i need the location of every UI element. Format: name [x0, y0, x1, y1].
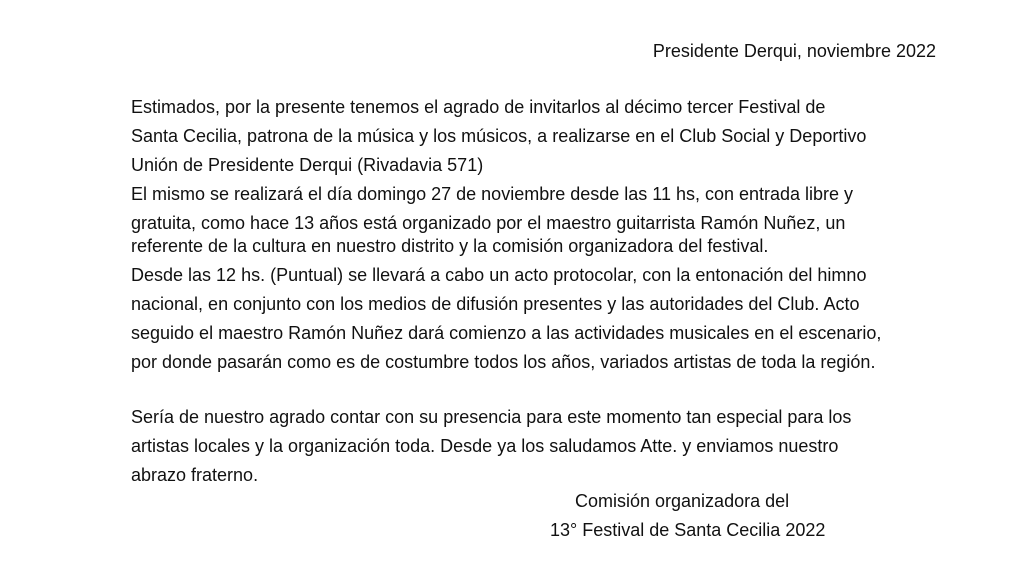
paragraph-2-line: Sería de nuestro agrado contar con su presencia para este momento tan especial para los: [131, 407, 852, 427]
paragraph-1-line: Unión de Presidente Derqui (Rivadavia 571): [131, 155, 484, 175]
signature-line-2: 13° Festival de Santa Cecilia 2022: [550, 520, 826, 540]
paragraph-1-line: gratuita, como hace 13 años está organizado por el maestro guitarrista Ramón Nuñez, un: [131, 213, 846, 233]
paragraph-1-line: Santa Cecilia, patrona de la música y los músicos, a realizarse en el Club Social y Deportivo: [131, 126, 867, 146]
paragraph-1-line: Estimados, por la presente tenemos el agrado de invitarlos al décimo tercer Festival de: [131, 97, 826, 117]
letter-date-line: Presidente Derqui, noviembre 2022: [652, 41, 936, 61]
paragraph-2-line: artistas locales y la organización toda. Desde ya los saludamos Atte. y enviamos nuestro: [131, 436, 839, 456]
signature-line-1: Comisión organizadora del: [575, 491, 790, 511]
paragraph-1-line: seguido el maestro Ramón Nuñez dará comienzo a las actividades musicales en el escenario,: [131, 323, 882, 343]
paragraph-1-line: por donde pasarán como es de costumbre todos los años, variados artistas de toda la región.: [131, 352, 876, 372]
paragraph-1-line: Desde las 12 hs. (Puntual) se llevará a cabo un acto protocolar, con la entonación del himno: [131, 265, 867, 285]
paragraph-2-line: abrazo fraterno.: [131, 465, 259, 485]
paragraph-1-line: referente de la cultura en nuestro distrito y la comisión organizadora del festival.: [131, 236, 769, 256]
paragraph-1-line: El mismo se realizará el día domingo 27 de noviembre desde las 11 hs, con entrada libre y: [131, 184, 854, 204]
paragraph-1-line: nacional, en conjunto con los medios de difusión presentes y las autoridades del Club. Acto: [131, 294, 860, 314]
